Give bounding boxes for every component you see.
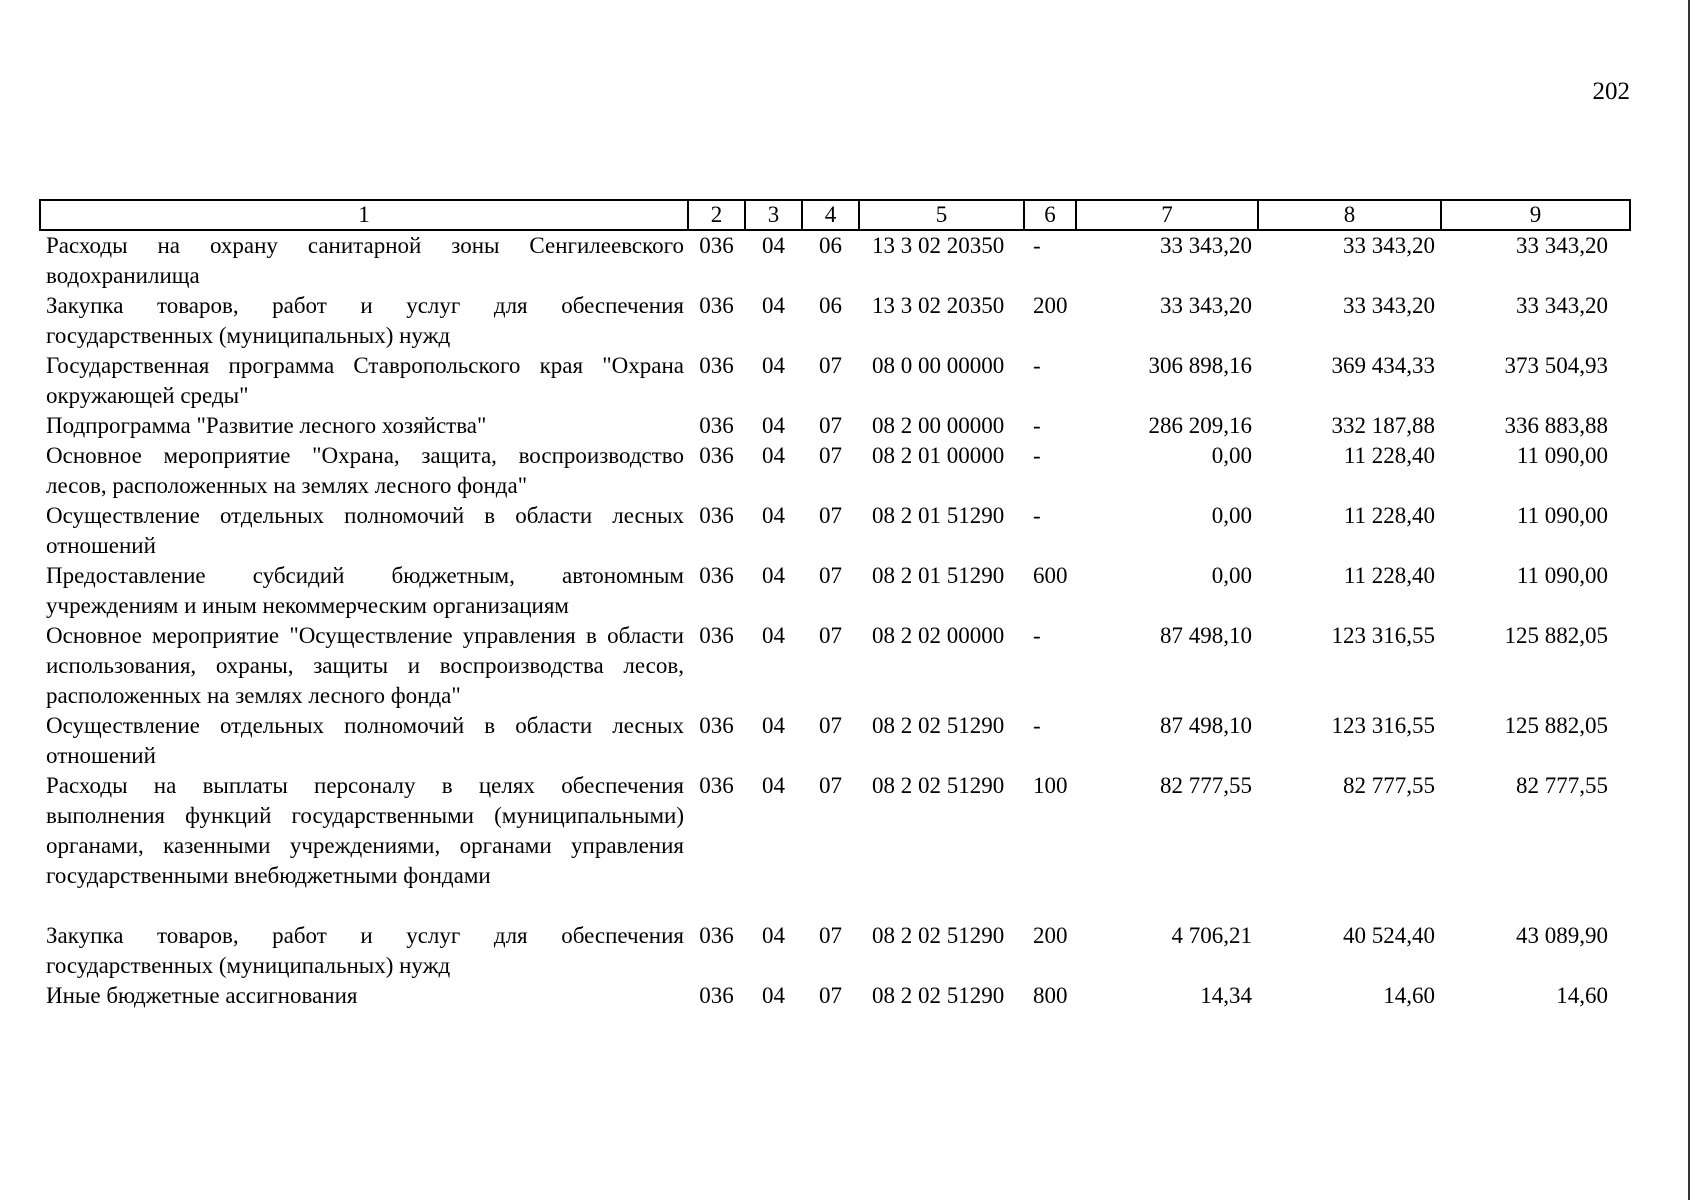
cell-amount-9: 336 883,88: [1504, 413, 1608, 438]
cell-expense-type: -: [1033, 623, 1041, 648]
header-col-4: 4: [802, 200, 859, 230]
cell-expense-type: -: [1033, 413, 1041, 438]
cell-section-code: 04: [762, 713, 785, 738]
cell-amount-7: 286 209,16: [1148, 413, 1252, 438]
table-row: [40, 411, 1630, 441]
cell-amount-7: 0,00: [1211, 443, 1252, 468]
cell-target-article: 13 3 02 20350: [872, 233, 1005, 258]
cell-name: Государственная программа Ставропольского края "Охрана окружающей среды": [46, 353, 684, 408]
cell-section-code: 04: [762, 353, 785, 378]
cell-amount-9: 33 343,20: [1516, 233, 1608, 258]
cell-target-article: 08 2 01 00000: [872, 443, 1005, 468]
cell-amount-9: 11 090,00: [1516, 563, 1608, 588]
cell-amount-7: 87 498,10: [1160, 623, 1252, 648]
table-row: [40, 771, 1630, 891]
cell-ministry-code: 036: [699, 503, 734, 528]
scan-edge-line: [1688, 0, 1690, 1200]
cell-section-code: 04: [762, 923, 785, 948]
cell-section-code: 04: [762, 983, 785, 1008]
cell-amount-7: 306 898,16: [1148, 353, 1252, 378]
header-col-9: 9: [1441, 200, 1630, 230]
cell-amount-8: 369 434,33: [1331, 353, 1435, 378]
table-header: [40, 200, 1630, 230]
cell-expense-type: -: [1033, 503, 1041, 528]
table-row: [40, 501, 1630, 561]
cell-amount-7: 0,00: [1211, 503, 1252, 528]
cell-amount-7: 0,00: [1211, 563, 1252, 588]
spacer-row: [40, 891, 1630, 921]
cell-target-article: 08 2 01 51290: [872, 563, 1005, 588]
cell-subsection-code: 07: [819, 413, 842, 438]
cell-ministry-code: 036: [699, 923, 734, 948]
cell-amount-8: 82 777,55: [1343, 773, 1435, 798]
cell-amount-7: 82 777,55: [1160, 773, 1252, 798]
cell-amount-8: 33 343,20: [1343, 293, 1435, 318]
cell-ministry-code: 036: [699, 233, 734, 258]
cell-expense-type: 100: [1033, 773, 1068, 798]
header-col-8: 8: [1258, 200, 1441, 230]
cell-amount-8: 123 316,55: [1331, 713, 1435, 738]
cell-amount-8: 11 228,40: [1343, 443, 1435, 468]
cell-name: Иные бюджетные ассигнования: [46, 983, 358, 1008]
cell-amount-9: 11 090,00: [1516, 503, 1608, 528]
cell-amount-9: 125 882,05: [1504, 713, 1608, 738]
cell-ministry-code: 036: [699, 443, 734, 468]
cell-amount-9: 43 089,90: [1516, 923, 1608, 948]
cell-subsection-code: 07: [819, 713, 842, 738]
table-row: [40, 291, 1630, 351]
cell-section-code: 04: [762, 503, 785, 528]
cell-amount-8: 40 524,40: [1343, 923, 1435, 948]
table-body: [40, 230, 1630, 1011]
cell-ministry-code: 036: [699, 563, 734, 588]
cell-amount-8: 33 343,20: [1343, 233, 1435, 258]
cell-amount-8: 14,60: [1383, 983, 1435, 1008]
cell-subsection-code: 07: [819, 503, 842, 528]
cell-amount-9: 14,60: [1556, 983, 1608, 1008]
cell-target-article: 13 3 02 20350: [872, 293, 1005, 318]
cell-ministry-code: 036: [699, 983, 734, 1008]
cell-amount-7: 33 343,20: [1160, 233, 1252, 258]
cell-section-code: 04: [762, 233, 785, 258]
spacer-cell: [40, 891, 1630, 921]
cell-expense-type: -: [1033, 353, 1041, 378]
cell-name: Расходы на выплаты персоналу в целях обеспечения выполнения функций государственными (муниципальными) органами, казенными учреждениями, органами управления государственными внебюджетными фондами: [46, 773, 684, 888]
cell-target-article: 08 2 00 00000: [872, 413, 1005, 438]
cell-amount-7: 4 706,21: [1171, 923, 1252, 948]
cell-amount-9: 11 090,00: [1516, 443, 1608, 468]
header-col-3: 3: [745, 200, 802, 230]
cell-section-code: 04: [762, 773, 785, 798]
cell-amount-9: 82 777,55: [1516, 773, 1608, 798]
cell-section-code: 04: [762, 563, 785, 588]
cell-target-article: 08 2 02 51290: [872, 713, 1005, 738]
page-number: 202: [1592, 78, 1630, 105]
header-col-2: 2: [688, 200, 745, 230]
cell-name: Осуществление отдельных полномочий в области лесных отношений: [46, 713, 684, 768]
cell-name: Осуществление отдельных полномочий в области лесных отношений: [46, 503, 684, 558]
cell-target-article: 08 2 02 00000: [872, 623, 1005, 648]
cell-section-code: 04: [762, 623, 785, 648]
cell-ministry-code: 036: [699, 293, 734, 318]
header-col-6: 6: [1024, 200, 1076, 230]
cell-ministry-code: 036: [699, 713, 734, 738]
table-row: [40, 561, 1630, 621]
cell-target-article: 08 2 02 51290: [872, 773, 1005, 798]
cell-subsection-code: 07: [819, 983, 842, 1008]
cell-ministry-code: 036: [699, 623, 734, 648]
cell-ministry-code: 036: [699, 353, 734, 378]
cell-expense-type: -: [1033, 443, 1041, 468]
cell-subsection-code: 07: [819, 563, 842, 588]
cell-name: Основное мероприятие "Осуществление управления в области использования, охраны, защиты и воспроизводства лесов, расположенных на землях лесного фонда": [46, 623, 684, 708]
cell-subsection-code: 06: [819, 233, 842, 258]
cell-ministry-code: 036: [699, 413, 734, 438]
cell-target-article: 08 2 01 51290: [872, 503, 1005, 528]
cell-name: Предоставление субсидий бюджетным, автономным учреждениям и иным некоммерческим организациям: [46, 563, 684, 618]
cell-name: Расходы на охрану санитарной зоны Сенгилеевского водохранилища: [46, 233, 684, 288]
header-col-7: 7: [1076, 200, 1258, 230]
cell-ministry-code: 036: [699, 773, 734, 798]
budget-table: [39, 199, 1631, 1011]
table-row: [40, 711, 1630, 771]
cell-amount-7: 87 498,10: [1160, 713, 1252, 738]
cell-section-code: 04: [762, 443, 785, 468]
cell-subsection-code: 07: [819, 773, 842, 798]
header-col-1: 1: [40, 200, 688, 230]
cell-amount-9: 33 343,20: [1516, 293, 1608, 318]
cell-subsection-code: 07: [819, 623, 842, 648]
cell-section-code: 04: [762, 293, 785, 318]
cell-amount-8: 123 316,55: [1331, 623, 1435, 648]
cell-expense-type: -: [1033, 713, 1041, 738]
cell-amount-8: 332 187,88: [1331, 413, 1435, 438]
table-row: [40, 981, 1630, 1011]
cell-subsection-code: 07: [819, 443, 842, 468]
cell-amount-7: 33 343,20: [1160, 293, 1252, 318]
cell-amount-9: 125 882,05: [1504, 623, 1608, 648]
cell-target-article: 08 2 02 51290: [872, 923, 1005, 948]
cell-expense-type: -: [1033, 233, 1041, 258]
cell-target-article: 08 2 02 51290: [872, 983, 1005, 1008]
cell-subsection-code: 06: [819, 293, 842, 318]
cell-amount-9: 373 504,93: [1504, 353, 1608, 378]
cell-subsection-code: 07: [819, 353, 842, 378]
cell-expense-type: 600: [1033, 563, 1068, 588]
cell-name: Закупка товаров, работ и услуг для обеспечения государственных (муниципальных) нужд: [46, 923, 684, 978]
cell-target-article: 08 0 00 00000: [872, 353, 1005, 378]
header-row: [40, 200, 1630, 230]
cell-name: Подпрограмма "Развитие лесного хозяйства": [46, 413, 487, 438]
cell-name: Основное мероприятие "Охрана, защита, воспроизводство лесов, расположенных на землях лесного фонда": [46, 443, 684, 498]
cell-expense-type: 200: [1033, 293, 1068, 318]
table-row: [40, 441, 1630, 501]
cell-section-code: 04: [762, 413, 785, 438]
table-row: [40, 621, 1630, 711]
cell-amount-8: 11 228,40: [1343, 563, 1435, 588]
table-row: [40, 351, 1630, 411]
cell-amount-7: 14,34: [1200, 983, 1252, 1008]
header-col-5: 5: [859, 200, 1024, 230]
cell-expense-type: 800: [1033, 983, 1068, 1008]
table-row: [40, 921, 1630, 981]
cell-subsection-code: 07: [819, 923, 842, 948]
cell-amount-8: 11 228,40: [1343, 503, 1435, 528]
cell-name: Закупка товаров, работ и услуг для обеспечения государственных (муниципальных) нужд: [46, 293, 684, 348]
table-row: [40, 230, 1630, 291]
cell-expense-type: 200: [1033, 923, 1068, 948]
